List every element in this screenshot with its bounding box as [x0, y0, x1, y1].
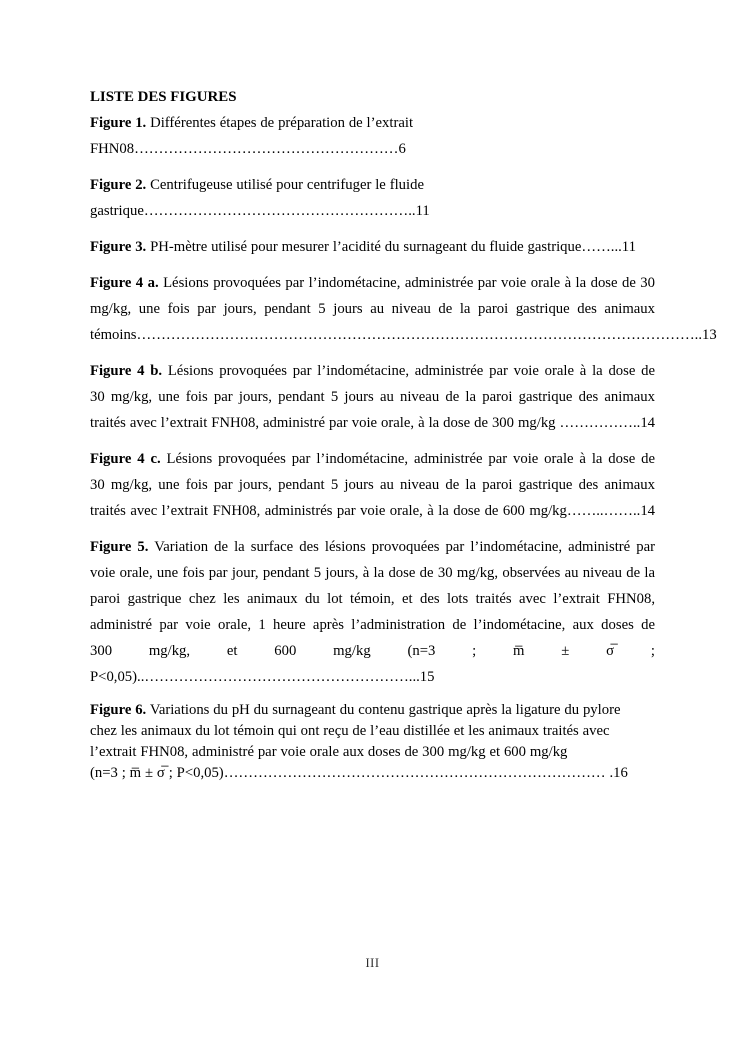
- figure-entry: [90, 110, 655, 162]
- figure-label: Figure 4 b.: [90, 363, 163, 379]
- figure-entry: [90, 700, 655, 784]
- figure-caption: Variations du pH du surnageant du contenu gastrique après la ligature du pylore chez les animaux du lot témoin qui ont reçu de l’eau distillée et les animaux traités avec l’extrait FHN08, administré par voie orale aux doses de 300 mg/kg et 600 mg/kg (n=3 ; m̅ ± σ̅ ; P<0,05)…………………………………………………………………… .16: [90, 702, 628, 781]
- figure-label: Figure 3.: [90, 239, 147, 255]
- figure-label: Figure 2.: [90, 177, 147, 193]
- figures-list: [90, 110, 717, 784]
- figure-caption: Variation de la surface des lésions provoquées par l’indométacine, administré par voie orale, une fois par jour, pendant 5 jours, à la dose de 30 mg/kg, observées au niveau de la paroi gastrique chez les animaux du lot témoin, et des lots traités avec l’extrait FHN08, administré par voie orale, 1 heure après l’administration de l’indométacine, aux doses de 300 mg/kg, et 600 mg/kg (n=3 ; m̅ ± σ̅ ; P<0,05)..………………………………………………...15: [90, 539, 656, 685]
- figure-label: Figure 4 a.: [90, 275, 159, 291]
- figure-caption: Lésions provoquées par l’indométacine, administrée par voie orale à la dose de 30 mg/kg, une fois par jours, pendant 5 jours au niveau de la paroi gastrique des animaux témoins……………………………………………………………………………………………………..13: [90, 275, 717, 343]
- figure-entry: [90, 172, 655, 224]
- figure-label: Figure 4 c.: [90, 451, 161, 467]
- figure-caption: Lésions provoquées par l’indométacine, administrée par voie orale à la dose de 30 mg/kg, une fois par jours, pendant 5 jours au niveau de la paroi gastrique des animaux traités avec l’extrait FNH08, administré par voie orale, à la dose de 300 mg/kg ……………..14: [90, 363, 655, 431]
- figure-label: Figure 6.: [90, 702, 147, 718]
- figure-entry: [90, 234, 655, 260]
- page-title: LISTE DES FIGURES: [90, 89, 237, 105]
- figure-entry: [90, 446, 655, 524]
- figure-caption: Différentes étapes de préparation de l’extrait FHN08………………………………………………6: [90, 115, 414, 157]
- figure-caption: Lésions provoquées par l’indométacine, administrée par voie orale à la dose de 30 mg/kg, une fois par jours, pendant 5 jours au niveau de la paroi gastrique des animaux traités avec l’extrait FNH08, administrés par voie orale, à la dose de 600 mg/kg……..……..14: [90, 451, 655, 519]
- figure-entry: [90, 358, 655, 436]
- page-number: III: [365, 956, 380, 970]
- figure-caption: PH-mètre utilisé pour mesurer l’acidité du surnageant du fluide gastrique……...11: [146, 239, 636, 255]
- figure-caption: Centrifugeuse utilisé pour centrifuger le fluide gastrique………………………………………………..11: [90, 177, 430, 219]
- figure-entry: [90, 270, 717, 348]
- figure-entry: [90, 534, 655, 690]
- figure-label: Figure 1.: [90, 115, 147, 131]
- figure-label: Figure 5.: [90, 539, 149, 555]
